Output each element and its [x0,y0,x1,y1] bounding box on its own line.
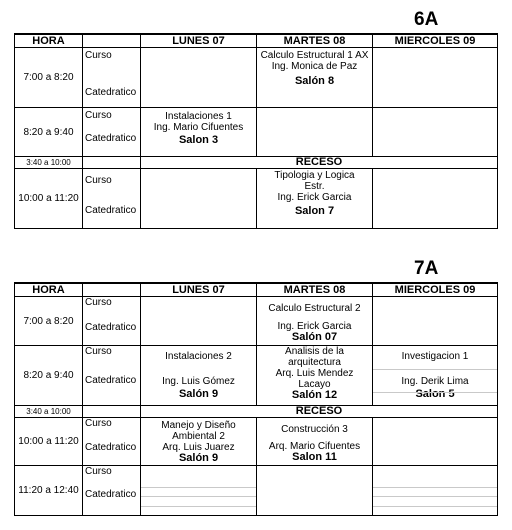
room-label: Salon 3 [178,134,219,146]
cell-martes [257,169,373,229]
room-label: Salón 9 [178,388,219,400]
cell-miercoles [373,297,498,346]
cell-martes [257,346,373,406]
course-name: Investigacion 1 [401,351,469,362]
curso-label: Curso [85,418,112,429]
course-name: Instalaciones 1 [165,111,232,122]
row-labels [83,346,141,406]
receso-time: 3:40 a 10:00 [15,157,83,169]
group-6a-title: 6A [414,9,439,30]
curso-label: Curso [85,110,112,121]
header-blank [83,34,141,48]
header-martes: MARTES 08 [257,34,373,48]
receso-blank [83,406,141,418]
cell-divider [373,392,497,393]
room-label: Salón 8 [294,75,335,87]
catedratico-label: Catedratico [85,87,137,98]
curso-label: Curso [85,50,112,61]
header-miercoles: MIERCOLES 09 [373,34,498,48]
catedratico-label: Catedratico [85,375,137,386]
cell-divider [373,506,497,507]
row-labels [83,297,141,346]
cell-martes [257,297,373,346]
cell-miercoles [373,418,498,466]
time-slot: 11:20 a 12:40 [15,466,83,516]
catedratico-label: Catedratico [85,442,137,453]
receso-label: RECESO [141,157,498,169]
catedratico-label: Catedratico [85,322,137,333]
room-label: Salon 11 [292,451,337,463]
cell-martes [257,466,373,516]
cell-miercoles [373,346,498,406]
cell-miercoles [373,169,498,229]
cell-lunes [141,346,257,406]
header-martes: MARTES 08 [257,283,373,297]
catedratico-label: Catedratico [85,205,137,216]
course-name: Calculo Estructural 2 [268,303,361,314]
row-labels [83,48,141,108]
cell-divider [373,369,497,370]
header-blank [83,283,141,297]
row-labels [83,108,141,157]
catedratico-label: Catedratico [85,489,137,500]
time-slot: 8:20 a 9:40 [15,108,83,157]
cell-divider [141,506,256,507]
room-label: Salón 9 [178,452,219,464]
header-miercoles: MIERCOLES 09 [373,283,498,297]
cell-lunes [141,418,257,466]
cell-miercoles [373,466,498,516]
cell-martes [257,48,373,108]
course-name: Instalaciones 2 [165,351,232,362]
cell-miercoles [373,108,498,157]
cell-lunes [141,108,257,157]
room-label: Salon 5 [415,388,455,400]
curso-label: Curso [85,346,112,357]
curso-label: Curso [85,175,112,186]
teacher-name: Ing. Mario Cifuentes [153,122,244,133]
teacher-name: Ing. Erick Garcia [277,321,352,332]
teacher-name: Ing. Erick Garcia [277,192,352,203]
time-slot: 7:00 a 8:20 [15,48,83,108]
time-slot: 10:00 a 11:20 [15,418,83,466]
time-slot: 8:20 a 9:40 [15,346,83,406]
time-slot: 7:00 a 8:20 [15,297,83,346]
catedratico-label: Catedratico [85,133,137,144]
cell-miercoles [373,48,498,108]
course-name: Construcción 3 [281,424,348,435]
receso-label: RECESO [141,406,498,418]
course-name: Analisis de la arquitectura [285,346,344,368]
course-name: Tipologia y Logica Estr. [274,170,355,192]
course-name: Manejo y Diseño Ambiental 2 [161,420,236,442]
teacher-name: Ing. Luis Gómez [162,376,235,387]
cell-martes [257,418,373,466]
row-labels [83,169,141,229]
cell-lunes [141,48,257,108]
cell-lunes [141,169,257,229]
cell-divider [373,487,497,488]
row-labels [83,418,141,466]
cell-divider [141,487,256,488]
cell-lunes [141,466,257,516]
teacher-name: Ing. Derik Lima [401,376,469,387]
cell-divider [141,496,256,497]
receso-blank [83,157,141,169]
time-slot: 10:00 a 11:20 [15,169,83,229]
teacher-name: Arq. Mario Cifuentes [268,441,361,452]
header-hora: HORA [15,34,83,48]
group-7a-title: 7A [414,258,439,279]
header-lunes: LUNES 07 [141,34,257,48]
header-lunes: LUNES 07 [141,283,257,297]
teacher-name: Arq. Luis Mendez Lacayo [275,368,354,390]
row-labels [83,466,141,516]
teacher-name: Arq. Luis Juarez [162,442,235,453]
cell-martes [257,108,373,157]
course-name: Calculo Estructural 1 AX Ing. Monica de Paz [260,50,369,72]
header-hora: HORA [15,283,83,297]
schedule-6a [14,33,498,229]
room-label: Salón 07 [291,331,338,343]
cell-lunes [141,297,257,346]
receso-time: 3:40 a 10:00 [15,406,83,418]
curso-label: Curso [85,297,112,308]
cell-divider [373,496,497,497]
room-label: Salon 7 [294,205,335,217]
room-label: Salón 12 [291,389,338,401]
curso-label: Curso [85,466,112,477]
schedule-7a [14,282,498,516]
